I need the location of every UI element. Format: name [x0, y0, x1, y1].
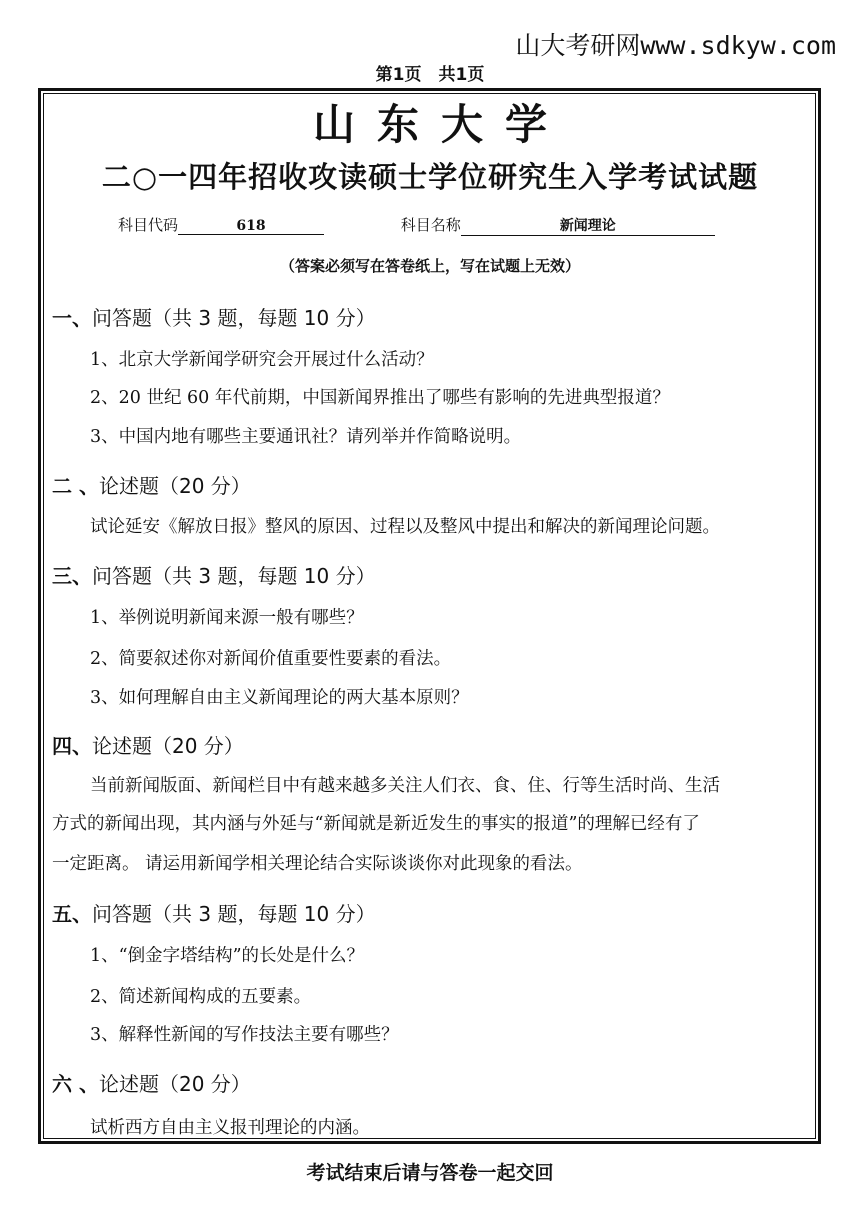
question-3-2: 2、简要叙述你对新闻价值重要性要素的看法。	[90, 649, 452, 669]
subject-name-label: 科目名称	[400, 216, 461, 234]
section-1-heading	[52, 302, 376, 331]
section-desc: （20 分）	[158, 474, 251, 498]
question-2-1: 试论延安《解放日报》整风的原因、过程以及整风中提出和解决的新闻理论问题。	[90, 517, 720, 537]
exam-title: 二○一四年招收攻读硕士学位研究生入学考试试题	[101, 160, 759, 194]
subject-code-label: 科目代码	[118, 216, 179, 234]
section-number: 四、	[52, 734, 92, 758]
section-desc: （共 3 题，每题 10 分）	[152, 902, 376, 926]
question-5-2: 2、简述新闻构成的五要素。	[90, 987, 312, 1007]
section-type: 论述题	[92, 734, 152, 758]
page-number: 第1页 共1页	[375, 65, 485, 85]
question-5-3: 3、解释性新闻的写作技法主要有哪些？	[90, 1025, 399, 1045]
section-desc: （共 3 题，每题 10 分）	[152, 564, 376, 588]
section-type: 论述题	[98, 1072, 159, 1096]
answer-notice: （答案必须写在答卷纸上，写在试题上无效）	[279, 257, 580, 275]
section-number: 二 、	[52, 474, 99, 498]
question-6-1: 试析西方自由主义报刊理论的内涵。	[90, 1118, 370, 1138]
section-desc: （共 3 题，每题 10 分）	[152, 306, 376, 330]
subject-meta	[118, 214, 715, 236]
section-number: 五、	[52, 902, 92, 926]
section-number: 六 、	[52, 1072, 99, 1096]
section-type: 问答题	[92, 902, 152, 926]
section-4-heading	[52, 730, 244, 759]
university-name: 山东大学	[312, 100, 569, 149]
section-number: 一、	[52, 306, 92, 330]
subject-name-value: 新闻理论	[461, 215, 715, 236]
question-3-3: 3、如何理解自由主义新闻理论的两大基本原则？	[90, 688, 469, 708]
footer-instruction: 考试结束后请与答卷一起交回	[306, 1162, 554, 1184]
question-1-1: 1、北京大学新闻学研究会开展过什么活动？	[90, 350, 434, 370]
essay-4-line-2: 方式的新闻出现，其内涵与外延与“新闻就是新近发生的事实的报道”的理解已经有了	[52, 814, 700, 834]
section-type: 问答题	[92, 306, 152, 330]
question-1-3: 3、中国内地有哪些主要通讯社？请列举并作简略说明。	[90, 427, 522, 447]
section-3-heading	[52, 560, 376, 589]
question-5-1: 1、“倒金字塔结构”的长处是什么？	[90, 946, 365, 966]
section-desc: （20 分）	[152, 734, 244, 758]
question-3-1: 1、举例说明新闻来源一般有哪些？	[90, 608, 364, 628]
section-2-heading	[52, 470, 251, 499]
section-5-heading	[52, 898, 376, 927]
subject-code-value: 618	[178, 218, 324, 235]
essay-4-line-3: 一定距离。 请运用新闻学相关理论结合实际谈谈你对此现象的看法。	[52, 854, 583, 874]
section-desc: （20 分）	[158, 1072, 251, 1096]
section-type: 论述题	[98, 474, 159, 498]
section-6-heading	[52, 1068, 251, 1097]
site-watermark: 山大考研网www.sdkyw.com	[515, 31, 836, 60]
question-1-2: 2、20 世纪 60 年代前期，中国新闻界推出了哪些有影响的先进典型报道？	[90, 388, 670, 408]
section-number: 三、	[52, 564, 92, 588]
essay-4-line-1: 当前新闻版面、新闻栏目中有越来越多关注人们衣、食、住、行等生活时尚、生活	[90, 776, 720, 796]
section-type: 问答题	[92, 564, 152, 588]
